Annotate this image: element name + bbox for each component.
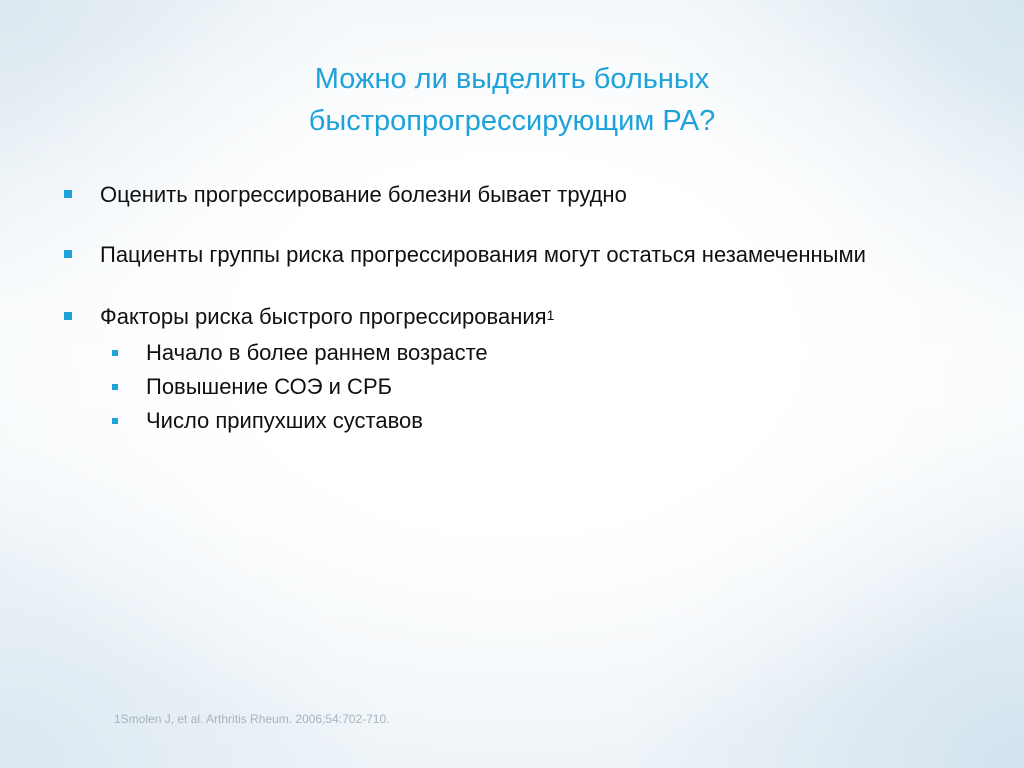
footnote-reference: 1	[546, 307, 555, 323]
square-bullet-icon	[112, 384, 118, 390]
bullet-item	[62, 302, 962, 438]
sub-bullet-item	[100, 404, 1000, 438]
bullet-text: Оценить прогрессирование болезни бывает трудно	[100, 182, 627, 207]
bullet-text: Пациенты группы риска прогрессирования могут остаться незамеченными	[100, 242, 866, 267]
square-bullet-icon	[64, 250, 72, 258]
sub-bullet-item	[100, 370, 1000, 404]
slide-title	[0, 58, 1024, 142]
square-bullet-icon	[112, 350, 118, 356]
square-bullet-icon	[64, 312, 72, 320]
sub-bullet-list	[100, 336, 962, 438]
bullet-text: Факторы риска быстрого прогрессирования	[100, 304, 547, 329]
square-bullet-icon	[64, 190, 72, 198]
footnote: 1Smolen J, et al. Arthritis Rheum. 2006;54:702-710.	[114, 712, 390, 726]
square-bullet-icon	[112, 418, 118, 424]
bullet-list	[62, 180, 962, 438]
sub-bullet-item	[100, 336, 1000, 370]
bullet-item	[62, 180, 962, 210]
bullet-item	[62, 240, 962, 270]
slide-title-line-1: Можно ли выделить больных	[314, 63, 710, 95]
slide-title-line-2: быстропрогрессирующим РА?	[308, 105, 716, 137]
sub-bullet-text: Повышение СОЭ и СРБ	[146, 374, 393, 399]
sub-bullet-text: Число припухших суставов	[146, 408, 423, 433]
sub-bullet-text: Начало в более раннем возрасте	[146, 340, 488, 365]
